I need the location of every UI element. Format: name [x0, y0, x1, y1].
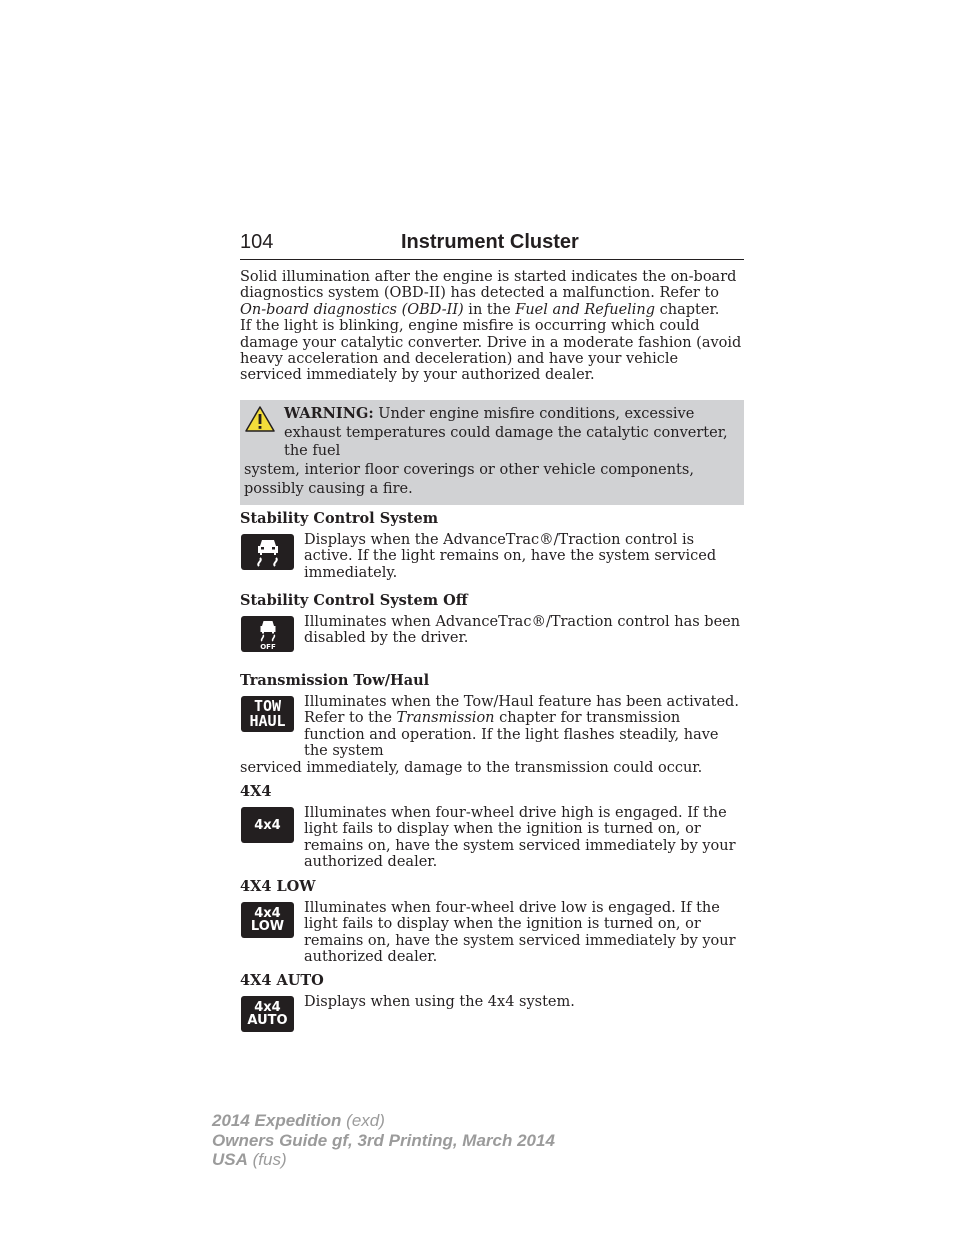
entry-4x4	[240, 805, 744, 871]
four-by-four-low-icon-line-2: LOW	[250, 918, 285, 934]
section-heading-4x4-auto: 4X4 AUTO	[240, 972, 324, 990]
intro-ref-fuel: Fuel and Refueling	[515, 301, 656, 318]
section-heading-4x4: 4X4	[240, 783, 272, 801]
stability-off-description: Illuminates when AdvanceTrac®/Traction control has been disabled by the driver.	[304, 614, 741, 647]
entry-4x4-low	[240, 900, 744, 966]
tow-haul-text: chapter for transmission function and operation. If the light flashes steadily, have the system	[304, 710, 719, 760]
entry-tow-haul	[240, 694, 744, 776]
warning-text: Under engine misfire conditions, excessive exhaust temperatures could damage the catalytic converter, the fuel	[284, 405, 728, 460]
tow-haul-icon-line-2: HAUL	[249, 712, 286, 731]
page-number: 104	[240, 231, 274, 253]
four-by-four-auto-description: Displays when using the 4x4 system.	[304, 994, 575, 1011]
footer-line-1	[212, 1111, 555, 1131]
warning-lead	[284, 405, 740, 461]
warning-text-continued: system, interior floor coverings or other vehicle components, possibly causing a fire.	[244, 462, 694, 498]
intro-paragraph	[240, 269, 744, 384]
tow-haul-text-indented	[240, 694, 744, 760]
page-content	[240, 269, 744, 1034]
four-by-four-icon-label: 4x4	[254, 817, 281, 833]
four-by-four-description: Illuminates when four-wheel drive high is engaged. If the light fails to display when the ignition is turned on, or remains on, have the system serviced immediately by your authorized dealer.	[304, 805, 736, 871]
footer-model: 2014 Expedition	[212, 1111, 342, 1130]
four-by-four-low-icon	[241, 902, 294, 938]
section-heading-4x4-low: 4X4 LOW	[240, 877, 316, 895]
footer-market: USA	[212, 1150, 248, 1169]
section-heading-stability-off: Stability Control System Off	[240, 592, 468, 610]
four-by-four-low-description: Illuminates when four-wheel drive low is engaged. If the light fails to display when the ignition is turned on, or remains on, have the system serviced immediately by your authorized dealer.	[304, 899, 736, 965]
four-by-four-low-icon-line-1: 4x4	[254, 905, 281, 921]
footer-line-2	[212, 1131, 555, 1151]
intro-text: chapter.	[655, 301, 720, 318]
four-by-four-auto-icon-line-1: 4x4	[254, 1000, 281, 1016]
footer-model-code: (exd)	[341, 1111, 385, 1130]
warning-label: WARNING:	[284, 404, 374, 422]
footer-line-3	[212, 1150, 555, 1170]
tow-haul-description	[240, 694, 744, 776]
intro-text: Solid illumination after the engine is started indicates the on-board diagnostics system (OBD-II) has detected a malfunction. Refer to	[240, 269, 737, 302]
page-title: Instrument Cluster	[401, 231, 579, 253]
entry-4x4-auto	[240, 994, 744, 1034]
entry-stability	[240, 532, 744, 581]
stability-control-off-icon	[241, 616, 294, 652]
tow-haul-text: Illuminates when the Tow/Haul feature has been activated. Refer to the	[304, 694, 739, 727]
entry-stability-off	[240, 614, 744, 654]
document-footer	[212, 1111, 555, 1170]
section-heading-tow-haul: Transmission Tow/Haul	[240, 672, 430, 690]
stability-description: Displays when the AdvanceTrac®/Traction control is active. If the light remains on, have the system serviced immediately.	[304, 531, 717, 581]
warning-first-lines	[244, 405, 740, 461]
tow-haul-icon-line-1: TOW	[253, 697, 282, 716]
section-heading-stability: Stability Control System	[240, 509, 439, 527]
four-by-four-auto-icon	[241, 996, 294, 1032]
stability-control-icon	[241, 534, 294, 570]
warning-triangle-icon	[244, 405, 284, 435]
footer-market-code: (fus)	[247, 1150, 287, 1169]
tow-haul-text-full-width: serviced immediately, damage to the transmission could occur.	[240, 759, 703, 776]
intro-text-blinking: If the light is blinking, engine misfire is occurring which could damage your catalytic converter. Drive in a moderate fashion (avoid heavy acceleration and deceleration) and have your vehicle serviced immediately by your authorized dealer.	[240, 318, 742, 384]
intro-ref-obd: On-board diagnostics (OBD-II)	[240, 301, 464, 318]
four-by-four-auto-icon-line-2: AUTO	[247, 1013, 288, 1029]
stability-off-icon-label: OFF	[259, 643, 276, 651]
footer-printing: Owners Guide gf, 3rd Printing, March 2014	[212, 1130, 555, 1150]
tow-haul-icon	[241, 696, 294, 732]
tow-haul-ref-transmission: Transmission	[396, 710, 495, 727]
intro-text: in the	[463, 301, 516, 318]
warning-box	[240, 400, 744, 505]
four-by-four-icon	[241, 807, 294, 843]
page-header	[240, 229, 744, 260]
